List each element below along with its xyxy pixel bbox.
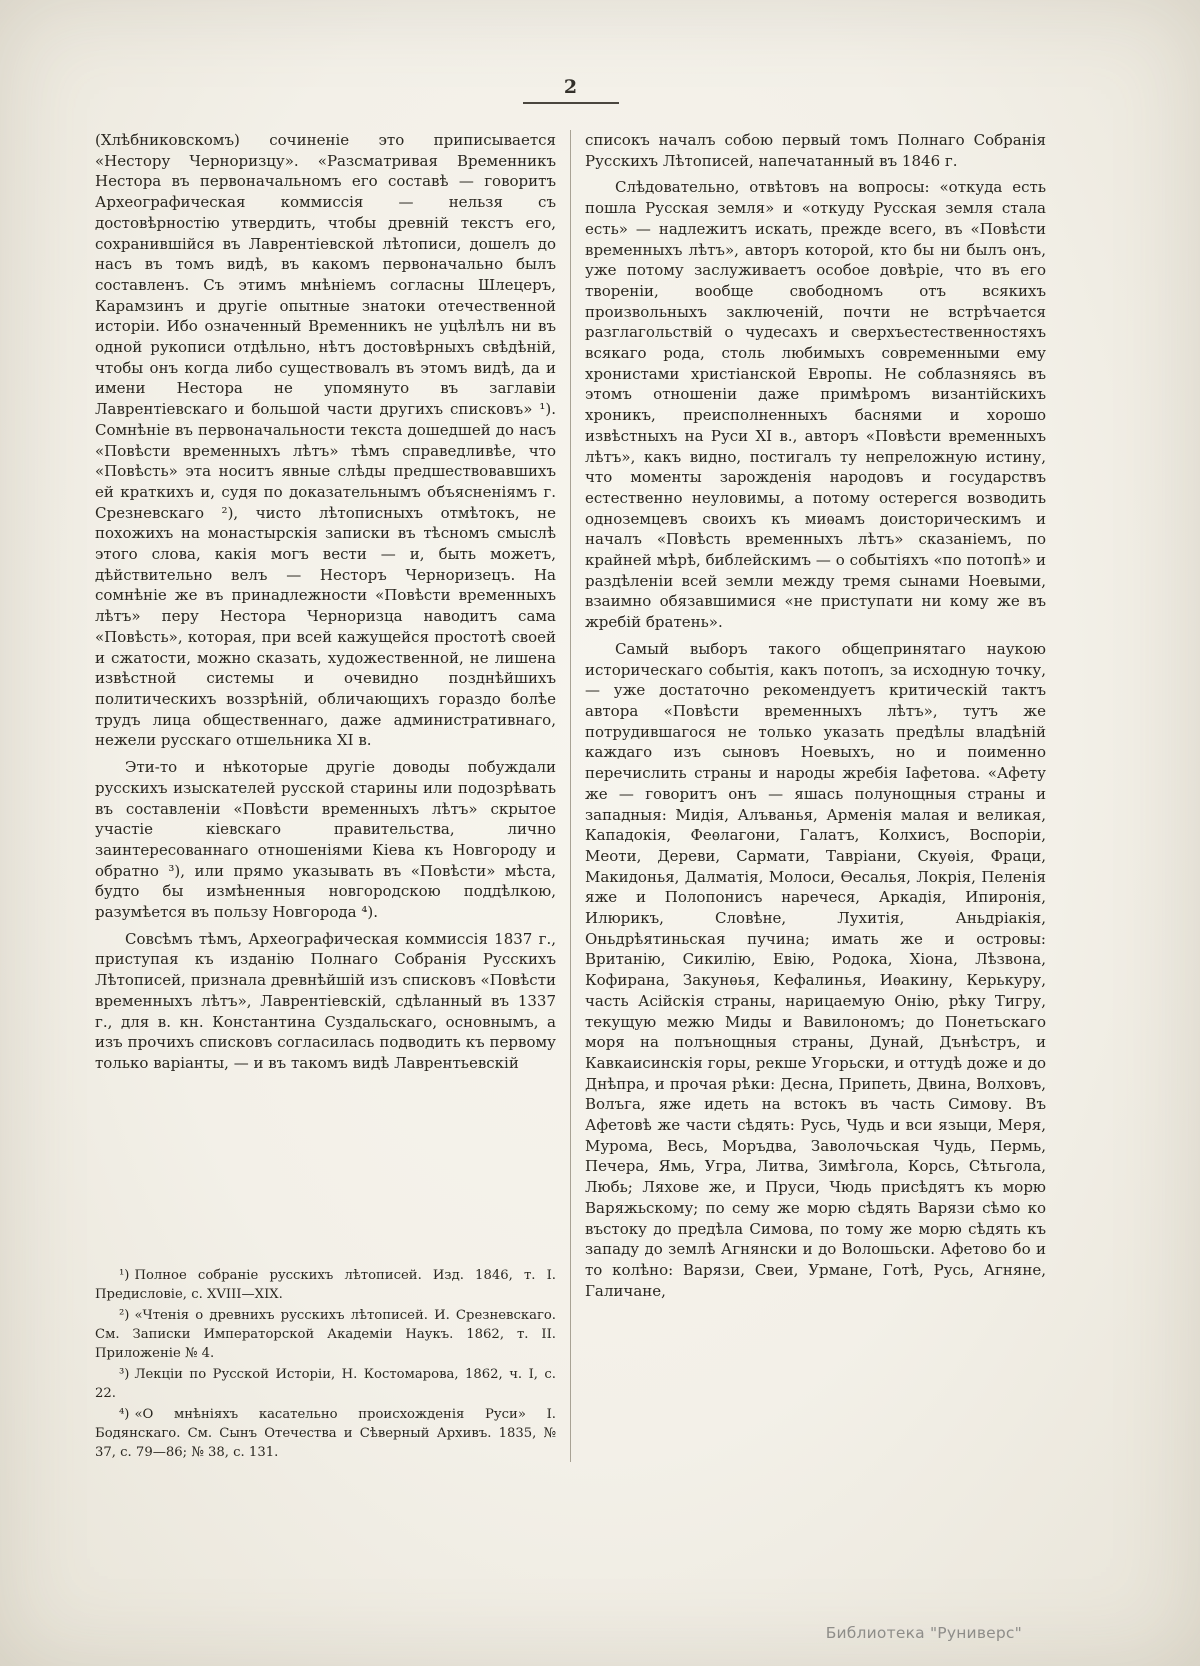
footnote bbox=[95, 1306, 556, 1363]
footnote-marker: ⁴) bbox=[119, 1407, 130, 1422]
footnote bbox=[95, 1405, 556, 1462]
page-number: 2 bbox=[563, 76, 579, 98]
footnote bbox=[95, 1266, 556, 1304]
footnote-marker: ¹) bbox=[119, 1268, 130, 1283]
left-column bbox=[95, 130, 556, 1462]
footnote bbox=[95, 1365, 556, 1403]
footnote-text: Полное собраніе русскихъ лѣтописей. Изд. 1846, т. I. Предисловіе, с. XVIII—XIX. bbox=[95, 1268, 556, 1302]
page-header bbox=[95, 76, 1047, 104]
footnotes bbox=[95, 1254, 556, 1462]
footnote-text: «Чтенія о древнихъ русскихъ лѣтописей. И. Срезневскаго. См. Записки Императорской Академіи Наукъ. 1862, т. II. Приложеніе № 4. bbox=[95, 1308, 556, 1361]
paragraph: Слѣдовательно, отвѣтовъ на вопросы: «откуда есть пошла Русская земля» и «откуду Русская земля стала есть» — надлежитъ искать, прежде всего, въ «Повѣсти временныхъ лѣтъ», авторъ которой, кто бы ни былъ онъ, уже потому заслуживаетъ особое довѣріе, что въ его твореніи, вообще свободномъ отъ всякихъ произвольныхъ заключеній, почти не встрѣчается разглагольствій о чудесахъ и сверхъестественностяхъ всякаго рода, столь любимыхъ современными ему хронистами христіанской Европы. Не соблазняясь въ этомъ отношеніи даже примѣромъ византійскихъ хроникъ, преисполненныхъ баснями и хорошо извѣстныхъ на Руси XI в., авторъ «Повѣсти временныхъ лѣтъ», какъ видно, постигалъ ту непреложную истину, что моменты зарожденія народовъ и государствъ естественно неуловимы, а потому остерегся возводить одноземцевъ своихъ къ миѳамъ доисторическимъ и началъ «Повѣсть временныхъ лѣтъ» сказаніемъ, по крайней мѣрѣ, библейскимъ — о событіяхъ «по потопѣ» и раздѣленіи всей земли между тремя сынами Ноевыми, взаимно обязавшимися «не приступати ни кому же въ жребій братень». bbox=[585, 178, 1046, 632]
text-block bbox=[95, 130, 1047, 1462]
column-divider bbox=[570, 130, 571, 1462]
right-column bbox=[585, 130, 1046, 1462]
footnote-text: Лекціи по Русской Исторіи, Н. Костомарова, 1862, ч. I, с. 22. bbox=[95, 1367, 556, 1401]
paragraph: Самый выборъ такого общепринятаго наукою историческаго событія, какъ потопъ, за исходную точку, — уже достаточно рекомендуетъ критическій тактъ автора «Повѣсти временныхъ лѣтъ», тутъ же потрудившагося не только указать предѣлы владѣній каждаго изъ сыновъ Ноевыхъ, но и поименно перечислить страны и народы жребія Іафетова. «Афету же — говоритъ онъ — яшась полунощныя страны и западныя: Мидія, Алъванья, Арменія малая и великая, Кападокія, Феѳлагони, Галатъ, Колхисъ, Воспоріи, Меоти, Дереви, Сармати, Тавріани, Скуѳія, Фраци, Макидонья, Далматія, Молоси, Ѳесалья, Локрія, Пеленія яже и Полопонисъ наречеся, Аркадія, Ипиронія, Илюрикъ, Словѣне, Лухитія, Аньдріакія, Оньдрѣятиньская пучина; имать же и островы: Вританію, Сикилію, Евію, Родока, Хіона, Лѣзвона, Кофирана, Закунѳья, Кефалинья, Иѳакину, Керькуру, часть Асійскія страны, нарицаемую Онію, рѣку Тигру, текущую межю Миды и Вавилономъ; до Понетьскаго моря на полънощныя страны, Дунай, Дънѣстръ, и Кавкаисинскія горы, рекше Угорьски, и оттудѣ доже и до Днѣпра, и прочая рѣки: Десна, Припеть, Двина, Волховъ, Волъга, яже идеть на встокъ въ часть Симову. Въ Афетовѣ же части сѣдять: Русь, Чудь и вси языци, Меря, Мурома, Весь, Моръдва, Заволочьская Чудь, Пермь, Печера, Ямь, Угра, Литва, Зимѣгола, Корсь, Сѣтьгола, Любь; Ляхове же, и Пруси, Чюдь присѣдятъ къ морю Варяжьскому; по сему же морю сѣдять Варязи сѣмо ко въстоку до предѣла Симова, по тому же морю сѣдять къ западу до землѣ Агнянски и до Волошьски. Афетово бо и то колѣно: Варязи, Свеи, Урмане, Готѣ, Русь, Агняне, Галичане, bbox=[585, 639, 1046, 1300]
paragraph-continued: (Хлѣбниковскомъ) сочиненіе это приписывается «Нестору Черноризцу». «Разсматривая Временникъ Нестора въ первоначальномъ его составѣ — говоритъ Археографическая коммиссія — нельзя съ достовѣрностію утвердить, чтобы древній текстъ его, сохранившійся въ Лаврентіевской лѣтописи, дошелъ до насъ въ томъ видѣ, въ какомъ первоначально былъ составленъ. Съ этимъ мнѣніемъ согласны Шлецеръ, Карамзинъ и другіе опытные знатоки отечественной исторіи. Ибо означенный Временникъ не уцѣлѣлъ ни въ одной рукописи отдѣльно, нѣтъ достовѣрныхъ свѣдѣній, чтобы онъ когда либо существовалъ въ этомъ видѣ, да и имени Нестора не упомянуто въ заглавіи Лаврентіевскаго и большой части другихъ списковъ» ¹). Сомнѣніе въ первоначальности текста дошедшей до насъ «Повѣсти временныхъ лѣтъ» тѣмъ справедливѣе, что «Повѣсть» эта носитъ явные слѣды предшествовавшихъ ей краткихъ и, судя по доказательнымъ объясненіямъ г. Срезневскаго ²), чисто лѣтописныхъ отмѣтокъ, не похожихъ на монастырскія записки въ тѣсномъ смыслѣ этого слова, какія могъ вести — и, быть можетъ, дѣйствительно велъ — Несторъ Черноризецъ. На сомнѣніе же въ принадлежности «Повѣсти временныхъ лѣтъ» перу Нестора Черноризца наводитъ сама «Повѣсть», которая, при всей кажущейся простотѣ своей и сжатости, можно сказать, художественной, не лишена извѣстной системы и очевидно позднѣйшихъ политическихъ воззрѣній, обличающихъ гораздо болѣе трудъ лица общественнаго, даже административнаго, нежели русскаго отшельника XI в. bbox=[95, 131, 556, 750]
footnote-marker: ³) bbox=[119, 1367, 130, 1382]
paragraph-continued: списокъ началъ собою первый томъ Полнаго Собранія Русскихъ Лѣтописей, напечатанный въ 1846 г. bbox=[585, 131, 1046, 170]
page-number-rule bbox=[523, 102, 619, 104]
library-watermark: Библиотека "Руниверс" bbox=[825, 1624, 1022, 1642]
paragraph: Совсѣмъ тѣмъ, Археографическая коммиссія 1837 г., приступая къ изданію Полнаго Собранія Русскихъ Лѣтописей, признала древнѣйшій изъ списковъ «Повѣсти временныхъ лѣтъ», Лаврентіевскій, сдѣланный въ 1337 г., для в. кн. Константина Суздальскаго, основнымъ, а изъ прочихъ списковъ согласилась подводить къ первому только варіанты, — и въ такомъ видѣ Лаврентьевскій bbox=[95, 929, 556, 1072]
paragraph: Эти-то и нѣкоторые другіе доводы побуждали русскихъ изыскателей русской старины или подозрѣвать въ составленіи «Повѣсти временныхъ лѣтъ» скрытое участіе кіевскаго правительства, лично заинтересованнаго отношеніями Кіева къ Новгороду и обратно ³), или прямо указывать въ «Повѣсти» мѣста, будто бы измѣненныя новгородскою поддѣлкою, разумѣется въ пользу Новгорода ⁴). bbox=[95, 758, 556, 922]
footnote-marker: ²) bbox=[119, 1308, 130, 1323]
footnote-text: «О мнѣніяхъ касательно происхожденія Руси» І. Бодянскаго. См. Сынъ Отечества и Сѣверный Архивъ. 1835, № 37, с. 79—86; № 38, с. 131. bbox=[95, 1407, 556, 1460]
